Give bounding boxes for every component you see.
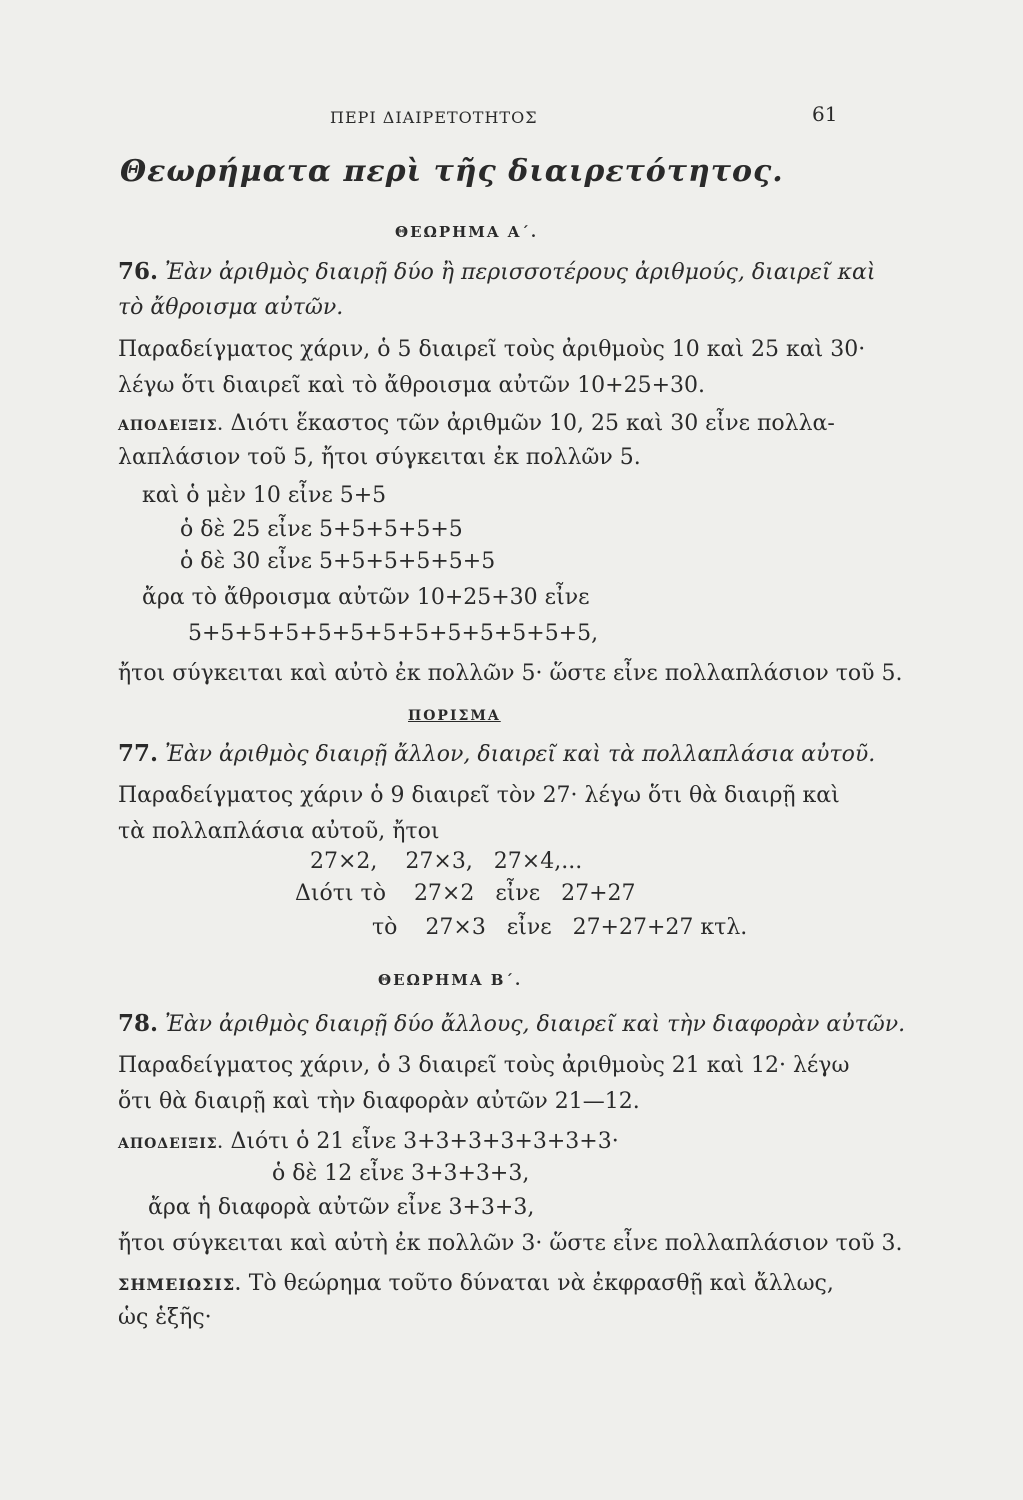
theorem-b-note-1: Τὸ θεώρημα τοῦτο δύναται νὰ ἐκφρασθῇ καὶ ἄλλως,	[248, 1271, 834, 1296]
theorem-b-statement: Ἐὰν ἀριθμὸς διαιρῇ δύο ἄλλους, διαιρεῖ καὶ τὴν διαφορὰν αὐτῶν.	[165, 1012, 906, 1037]
page-number: 61	[812, 102, 838, 126]
theorem-a-example-1: Παραδείγματος χάριν, ὁ 5 διαιρεῖ τοὺς ἀριθμοὺς 10 καὶ 25 καὶ 30·	[118, 337, 866, 362]
note-label: ΣΗΜΕΙΩΣΙΣ.	[118, 1275, 242, 1294]
theorem-b-heading: ΘΕΩΡΗΜΑ Β΄.	[378, 971, 523, 989]
theorem-a-statement-2: τὸ ἄθροισμα αὐτῶν.	[118, 295, 344, 320]
theorem-b-statement-line	[118, 1010, 905, 1039]
theorem-a-sum-line: ἄρα τὸ ἄθροισμα αὐτῶν 10+25+30 εἶνε	[142, 585, 590, 610]
theorem-b-proof-3: ἄρα ἡ διαφορὰ αὐτῶν εἶνε 3+3+3,	[148, 1195, 535, 1220]
theorem-b-example-1: Παραδείγματος χάριν, ὁ 3 διαιρεῖ τοὺς ἀριθμοὺς 21 καὶ 12· λέγω	[118, 1053, 850, 1078]
theorem-b-proof-2: ὁ δὲ 12 εἶνε 3+3+3+3,	[272, 1161, 530, 1186]
theorem-b-proof-line-1	[118, 1128, 619, 1158]
theorem-a-line-30: ὁ δὲ 30 εἶνε 5+5+5+5+5+5	[180, 549, 496, 574]
theorem-a-conclusion: ἤτοι σύγκειται καὶ αὐτὸ ἐκ πολλῶν 5· ὥστε εἶνε πολλαπλάσιον τοῦ 5.	[118, 661, 903, 686]
theorem-a-proof-line-1	[118, 410, 835, 440]
porisma-example-1: Παραδείγματος χάριν ὁ 9 διαιρεῖ τὸν 27· λέγω ὅτι θὰ διαιρῇ καὶ	[118, 783, 840, 808]
theorem-a-line-25: ὁ δὲ 25 εἶνε 5+5+5+5+5	[180, 517, 463, 542]
theorem-b-note-2: ὡς ἑξῆς·	[118, 1305, 212, 1330]
running-header: ΠΕΡΙ ΔΙΑΙΡΕΤΟΤΗΤΟΣ	[330, 108, 538, 127]
theorem-a-example-2: λέγω ὅτι διαιρεῖ καὶ τὸ ἄθροισμα αὐτῶν 10+25+30.	[118, 373, 706, 398]
porisma-example-2: τὰ πολλαπλάσια αὐτοῦ, ἤτοι	[118, 819, 440, 844]
theorem-a-sum-expansion: 5+5+5+5+5+5+5+5+5+5+5+5+5,	[188, 621, 599, 646]
theorem-a-statement-line-1	[118, 258, 875, 287]
section-title: Θεωρήματα περὶ τῆς διαιρετότητος.	[120, 154, 784, 189]
theorem-a-heading: ΘΕΩΡΗΜΑ Α΄.	[395, 223, 539, 241]
porisma-statement: Ἐὰν ἀριθμὸς διαιρῇ ἄλλον, διαιρεῖ καὶ τὰ πολλαπλάσια αὐτοῦ.	[165, 742, 876, 767]
theorem-a-proof-1: Διότι ἕκαστος τῶν ἀριθμῶν 10, 25 καὶ 30 εἶνε πολλα-	[230, 411, 835, 436]
porisma-heading: ΠΟΡΙΣΜΑ	[408, 708, 501, 724]
theorem-b-number: 78.	[118, 1010, 159, 1037]
theorem-b-proof-1: Διότι ὁ 21 εἶνε 3+3+3+3+3+3+3·	[230, 1129, 619, 1154]
theorem-a-proof-2: λαπλάσιον τοῦ 5, ἤτοι σύγκειται ἐκ πολλῶν 5.	[118, 445, 641, 470]
theorem-a-line-10: καὶ ὁ μὲν 10 εἶνε 5+5	[142, 483, 387, 508]
porisma-because-1: Διότι τὸ 27×2 εἶνε 27+27	[295, 881, 636, 906]
porisma-statement-line	[118, 740, 875, 769]
porisma-number: 77.	[118, 740, 159, 767]
theorem-a-statement-1: Ἐὰν ἀριθμὸς διαιρῇ δύο ἢ περισσοτέρους ἀριθμούς, διαιρεῖ καὶ	[165, 260, 876, 285]
proof-label-b: ΑΠΟΔΕΙΞΙΣ.	[118, 1136, 224, 1152]
proof-label: ΑΠΟΔΕΙΞΙΣ.	[118, 418, 224, 434]
theorem-b-example-2: ὅτι θὰ διαιρῇ καὶ τὴν διαφορὰν αὐτῶν 21—12.	[118, 1089, 640, 1114]
porisma-multiples: 27×2, 27×3, 27×4,...	[310, 849, 583, 874]
porisma-because-2: τὸ 27×3 εἶνε 27+27+27 κτλ.	[372, 915, 748, 940]
theorem-b-conclusion: ἤτοι σύγκειται καὶ αὐτὴ ἐκ πολλῶν 3· ὥστε εἶνε πολλαπλάσιον τοῦ 3.	[118, 1231, 903, 1256]
theorem-b-note-line-1	[118, 1270, 834, 1299]
theorem-a-number: 76.	[118, 258, 159, 285]
